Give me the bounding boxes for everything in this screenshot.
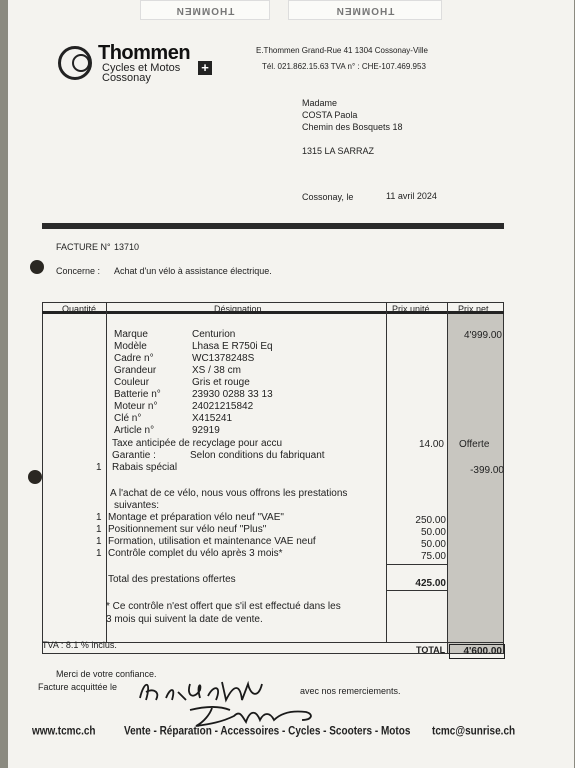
punch-hole <box>28 470 42 484</box>
spec-label: Couleur <box>114 377 150 388</box>
service-text: Positionnement sur vélo neuf "Plus" <box>108 524 267 535</box>
bike-price: 4'999.00 <box>463 330 502 341</box>
logo-subtitle: Cycles et Motos <box>102 62 181 74</box>
closing-thanks: Merci de votre confiance. <box>56 669 157 679</box>
footnote-line1: * Ce contrôle n'est offert que s'il est effectué dans les <box>106 601 341 612</box>
spec-value: WC1378248S <box>192 353 255 364</box>
subtotal-rule <box>386 590 447 591</box>
footer-email: tcmc@sunrise.ch <box>432 725 516 738</box>
closing-remerciements: avec nos remerciements. <box>300 686 401 696</box>
discount-net: -399.00 <box>470 465 504 476</box>
footer-website: www.tcmc.ch <box>32 725 96 738</box>
handwritten-signature <box>130 670 330 730</box>
header-designation: Désignation <box>214 304 262 314</box>
service-qty: 1 <box>96 512 102 523</box>
warranty-value: Selon conditions du fabriquant <box>190 450 325 461</box>
spec-label: Moteur n° <box>114 401 158 412</box>
discount-qty: 1 <box>96 462 102 473</box>
total-amount: 4'600.00 <box>449 644 505 659</box>
invoice-place: Cossonay, le <box>302 192 354 202</box>
services-total: 425.00 <box>415 578 446 589</box>
concerne-text: Achat d'un vélo à assistance électrique. <box>114 266 272 276</box>
spec-value: Centurion <box>192 329 236 340</box>
stacked-sheet-tab: THOMMEN <box>140 0 270 20</box>
spec-value: XS / 38 cm <box>192 365 241 376</box>
services-total-label: Total des prestations offertes <box>108 574 236 585</box>
recycling-unit-price: 14.00 <box>418 439 444 450</box>
logo-town: Cossonay <box>102 72 151 84</box>
spec-label: Batterie n° <box>114 389 161 400</box>
spec-label: Marque <box>114 329 148 340</box>
recycling-tax: Taxe anticipée de recyclage pour accu <box>112 438 283 449</box>
table-header-rule <box>42 311 504 314</box>
spec-value: X415241 <box>192 413 233 424</box>
header-unit-price: Prix unité <box>392 304 430 314</box>
offer-intro: A l'achat de ce vélo, nous vous offrons les prestations <box>110 488 348 499</box>
spec-value: 92919 <box>192 425 220 436</box>
spec-label: Grandeur <box>114 365 157 376</box>
footnote-line2: 3 mois qui suivent la date de vente. <box>106 614 263 625</box>
service-price: 50.00 <box>420 527 446 538</box>
logo-wheel-inner-icon <box>72 54 90 72</box>
service-price: 250.00 <box>415 515 446 526</box>
service-text: Montage et préparation vélo neuf "VAE" <box>108 512 284 523</box>
logo-name: Thommen <box>98 42 191 64</box>
swiss-cross-icon: + <box>198 61 212 75</box>
header-qty: Quantité <box>62 304 97 314</box>
spec-label: Clé n° <box>114 413 142 424</box>
header-divider <box>42 223 504 229</box>
stacked-sheet-tab: THOMMEN <box>288 0 442 20</box>
spec-label: Cadre n° <box>114 353 154 364</box>
recipient-title: Madame <box>302 98 338 108</box>
header-net-price: Prix net <box>458 304 489 314</box>
recycling-net: Offerte <box>459 439 490 450</box>
invoice-number-label: FACTURE N° <box>56 242 111 252</box>
spec-value: Lhasa E R750i Eq <box>192 341 273 352</box>
invoice-number: 13710 <box>114 242 140 252</box>
recipient-name: COSTA Paola <box>302 110 358 120</box>
spec-label: Modèle <box>114 341 147 352</box>
col-divider <box>386 302 387 642</box>
service-qty: 1 <box>96 524 102 535</box>
subtotal-rule <box>386 564 447 565</box>
punch-hole <box>30 260 44 274</box>
recipient-street: Chemin des Bosquets 18 <box>302 122 403 132</box>
spec-label: Article n° <box>114 425 155 436</box>
concerne-label: Concerne : <box>56 266 101 276</box>
invoice-date: 11 avril 2024 <box>386 191 437 201</box>
service-text: Formation, utilisation et maintenance VAE neuf <box>108 536 316 547</box>
recipient-city: 1315 LA SARRAZ <box>302 146 375 156</box>
col-divider <box>106 302 107 642</box>
spec-value: 23930 0288 33 13 <box>192 389 273 400</box>
paid-label: Facture acquittée le <box>38 682 118 692</box>
spec-value: Gris et rouge <box>192 377 250 388</box>
service-text: Contrôle complet du vélo après 3 mois* <box>108 548 283 559</box>
company-phone-vat: Tél. 021.862.15.63 TVA n° : CHE-107.469.953 <box>262 62 426 71</box>
discount-text: Rabais spécial <box>112 462 178 473</box>
service-price: 75.00 <box>420 551 446 562</box>
offer-intro-2: suivantes: <box>114 500 160 511</box>
vat-note: TVA : 8.1 % inclus. <box>42 640 117 650</box>
service-qty: 1 <box>96 548 102 559</box>
warranty-label: Garantie : <box>112 450 156 461</box>
service-price: 50.00 <box>420 539 446 550</box>
footer-services: Vente - Réparation - Accessoires - Cycles - Scooters - Motos <box>124 725 411 738</box>
spec-value: 24021215842 <box>192 401 254 412</box>
company-address: E.Thommen Grand-Rue 41 1304 Cossonay-Ville <box>256 46 428 55</box>
service-qty: 1 <box>96 536 102 547</box>
total-label: TOTAL <box>416 645 446 655</box>
col-divider <box>447 302 448 654</box>
